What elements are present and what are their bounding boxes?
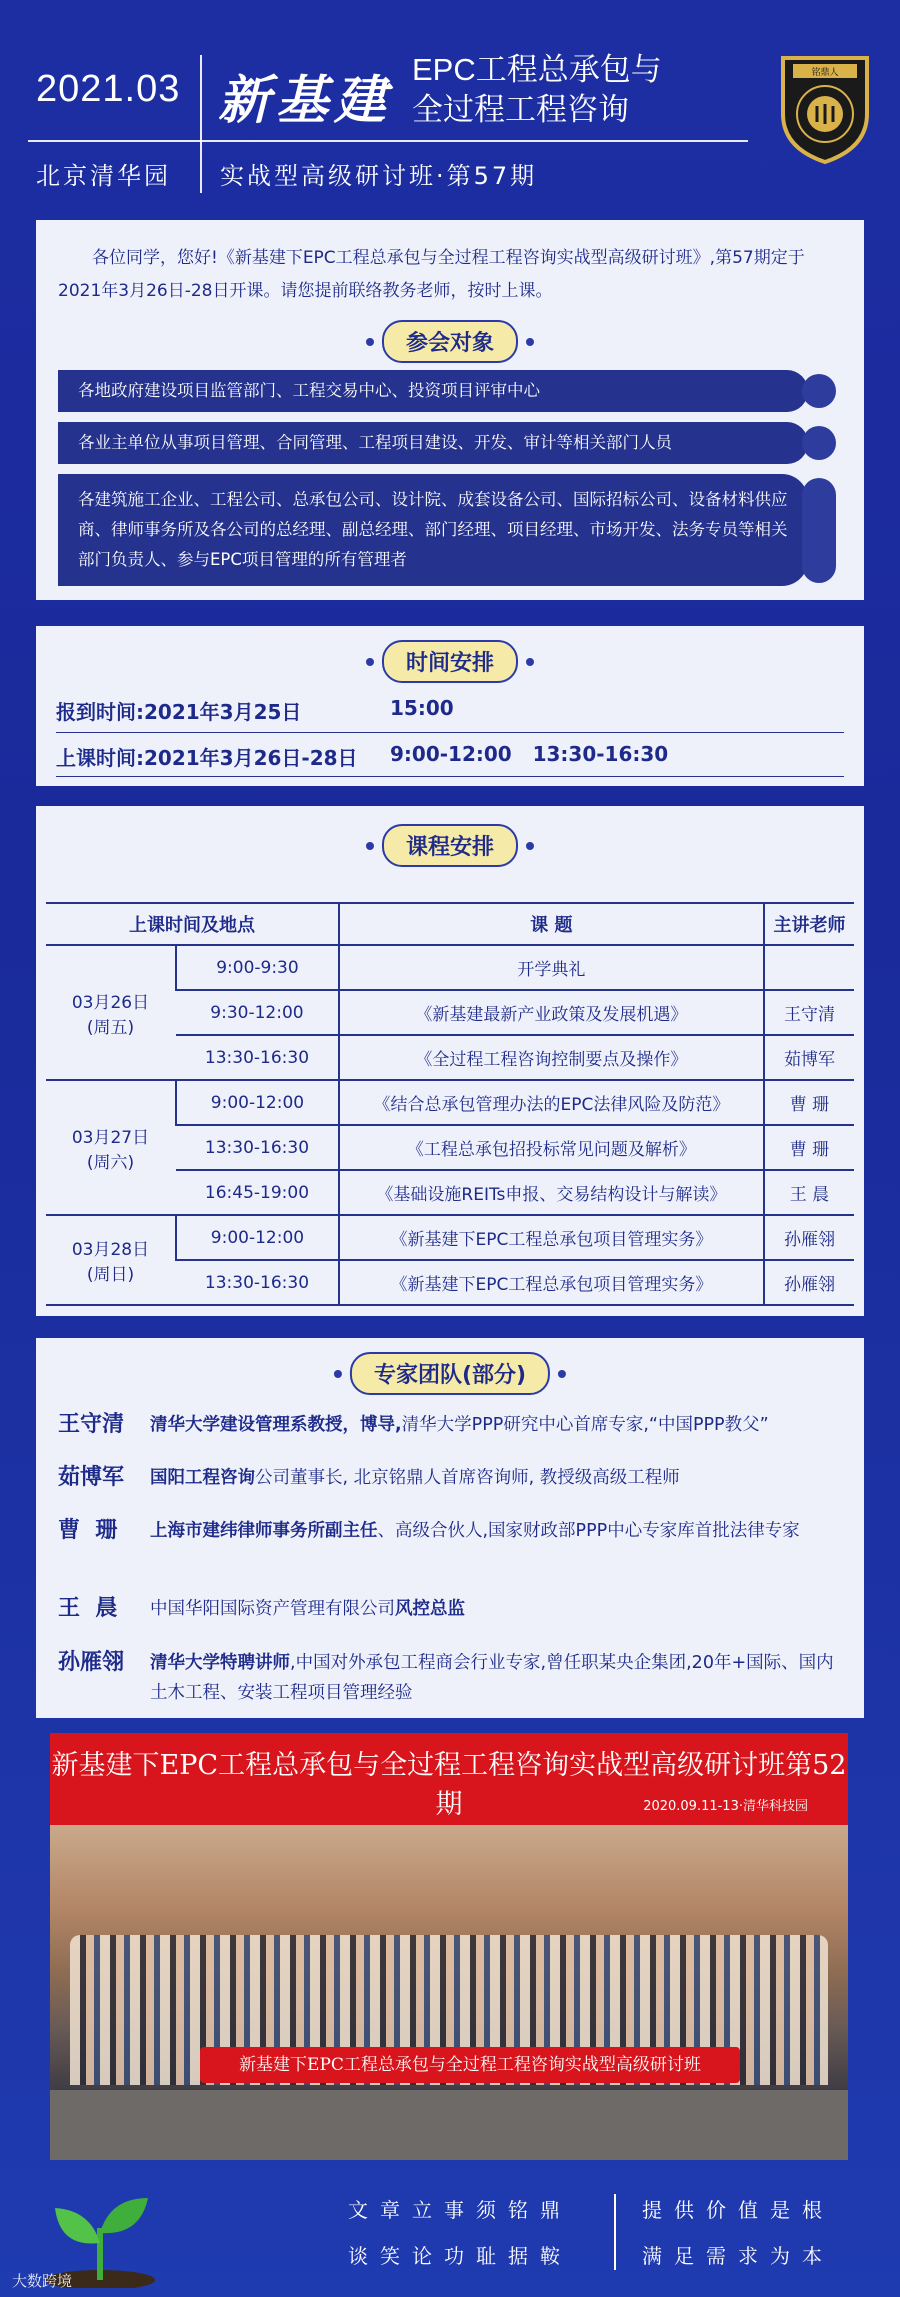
day-weekday: (周六) [86,1152,135,1173]
column-header: 上课时间及地点 [46,903,339,945]
expert-desc [150,1410,848,1440]
session-teacher: 曹 珊 [764,1080,854,1125]
section-heading: 课程安排 [382,824,518,867]
event-date: 2021.03 [36,68,181,110]
class-time: 9:00-12:00 13:30-16:30 [390,742,669,766]
expert-item [58,1516,848,1546]
session-topic: 《新基建下EPC工程总承包项目管理实务》 [339,1260,764,1305]
session-teacher: 曹 珊 [764,1125,854,1170]
schedule-table [46,902,854,1306]
session-teacher: 王守清 [764,990,854,1035]
divider [614,2194,616,2270]
school-shield-logo [775,52,875,166]
footer-slogan: 谈笑论功耻据鞍 [348,2244,572,2268]
group-photo [50,1825,848,2160]
session-time: 9:00-12:00 [176,1080,339,1125]
expert-item [58,1463,848,1493]
expert-desc [150,1648,848,1708]
day-cell [46,1080,176,1215]
day-date: 03月26日 [71,992,150,1013]
session-time: 13:30-16:30 [176,1035,339,1080]
expert-title: 清华大学特聘讲师 [150,1653,290,1673]
table-row [46,1080,854,1125]
expert-desc [150,1463,848,1493]
expert-name: 茹博军 [58,1465,125,1490]
expert-title: 风控总监 [395,1599,465,1619]
audience-card [36,220,864,600]
expert-detail: 中国华阳国际资产管理有限公司 [150,1599,395,1619]
day-weekday: (周五) [86,1017,135,1038]
expert-name: 王 晨 [58,1596,118,1621]
session-teacher: 孙雁翎 [764,1260,854,1305]
title-line-2: 全过程工程咨询 [412,92,629,127]
decorative-dot [802,478,836,583]
photo-inner-banner: 新基建下EPC工程总承包与全过程工程咨询实战型高级研讨班 [200,2047,740,2083]
expert-detail: 清华大学PPP研究中心首席专家,“中国PPP教父” [401,1415,769,1435]
expert-name: 王守清 [58,1412,125,1437]
session-teacher: 茹博军 [764,1035,854,1080]
section-heading: 专家团队(部分) [350,1352,550,1395]
expert-desc [150,1516,848,1546]
divider [56,732,844,733]
table-row [46,1215,854,1260]
session-topic: 《全过程工程咨询控制要点及操作》 [339,1035,764,1080]
expert-desc [150,1594,848,1624]
logo-text: 铭鼎人 [811,68,839,78]
expert-item [58,1594,848,1624]
divider [28,140,748,142]
table-row [46,945,854,990]
intro-paragraph: 各位同学，您好!《新基建下EPC工程总承包与全过程工程咨询实战型高级研讨班》,第57期定于2021年3月26日-28日开课。请您提前联络教务老师，按时上课。 [58,248,805,301]
column-header: 主讲老师 [764,903,854,945]
session-topic: 开学典礼 [339,945,764,990]
session-time: 13:30-16:30 [176,1125,339,1170]
decorative-dot [802,426,836,460]
column-header: 课 题 [339,903,764,945]
session-teacher: 孙雁翎 [764,1215,854,1260]
decorative-dot [802,374,836,408]
day-weekday: (周日) [86,1265,135,1285]
brand-calligraphy: 新基建 [218,70,393,131]
section-heading: 时间安排 [382,640,518,683]
expert-title: 清华大学建设管理系教授，博导, [150,1415,402,1435]
day-cell [46,945,176,1080]
session-time: 9:00-12:00 [176,1215,339,1260]
session-time: 16:45-19:00 [176,1170,339,1215]
footer-slogan: 文章立事须铭鼎 [348,2198,572,2222]
session-teacher: 王 晨 [764,1170,854,1215]
experts-card [36,1338,864,1718]
footer-slogan: 满足需求为本 [642,2244,834,2268]
audience-item: 各建筑施工企业、工程公司、总承包公司、设计院、成套设备公司、国际招标公司、设备材料供应商、律师事务所及各公司的总经理、副总经理、部门经理、项目经理、市场开发、法务专员等相关部门负责人、参与EPC项目管理的所有管理者 [58,474,808,586]
footer [0,2180,900,2297]
audience-item: 各地政府建设项目监管部门、工程交易中心、投资项目评审中心 [58,370,808,412]
expert-detail: ,中国对外承包工程商会行业专家,曾任职某央企集团,20年+国际、国内土木工程、安装工程项目管理经验 [150,1653,834,1703]
checkin-label: 报到时间:2021年3月25日 [56,700,302,724]
session-topic: 《基础设施REITs申报、交易结构设计与解读》 [339,1170,764,1215]
session-topic: 《新基建下EPC工程总承包项目管理实务》 [339,1215,764,1260]
expert-detail: 、高级合伙人,国家财政部PPP中心专家库首批法律专家 [377,1521,800,1541]
photo-caption: 2020.09.11-13·清华科技园 [643,1799,808,1814]
expert-title: 国阳工程咨询 [150,1468,255,1488]
session-topic: 《工程总承包招投标常见问题及解析》 [339,1125,764,1170]
expert-item [58,1410,848,1440]
day-date: 03月28日 [71,1240,150,1260]
section-heading: 参会对象 [382,320,518,363]
session-time: 9:00-9:30 [176,945,339,990]
session-teacher [764,945,854,990]
photo-banner-title: 新基建下EPC工程总承包与全过程工程咨询实战型高级研讨班第52期 [51,1750,847,1820]
page-title [412,50,662,130]
day-cell [46,1215,176,1305]
photo-banner [50,1733,848,1825]
table-header-row [46,903,854,945]
day-date: 03月27日 [71,1127,150,1148]
expert-name: 曹 珊 [58,1518,118,1543]
watermark: 大数跨境 [12,2272,73,2290]
expert-item [58,1648,848,1708]
event-location: 北京清华园 [36,162,171,190]
schedule-card [36,806,864,1316]
expert-name: 孙雁翎 [58,1650,125,1675]
time-card [36,626,864,786]
session-topic: 《新基建最新产业政策及发展机遇》 [339,990,764,1035]
session-topic: 《结合总承包管理办法的EPC法律风险及防范》 [339,1080,764,1125]
header [0,0,900,200]
divider [200,55,202,193]
session-time: 13:30-16:30 [176,1260,339,1305]
expert-detail: 公司董事长, 北京铭鼎人首席咨询师, 教授级高级工程师 [255,1468,680,1488]
class-label: 上课时间:2021年3月26日-28日 [56,746,358,770]
page-subtitle: 实战型高级研讨班·第57期 [220,162,538,190]
expert-title: 上海市建纬律师事务所副主任 [150,1521,378,1541]
session-time: 9:30-12:00 [176,990,339,1035]
audience-item: 各业主单位从事项目管理、合同管理、工程项目建设、开发、审计等相关部门人员 [58,422,808,464]
title-line-1: EPC工程总承包与 [412,52,662,87]
footer-slogan: 提供价值是根 [642,2198,834,2222]
ground [50,2090,848,2160]
checkin-time: 15:00 [390,696,454,720]
divider [56,776,844,777]
